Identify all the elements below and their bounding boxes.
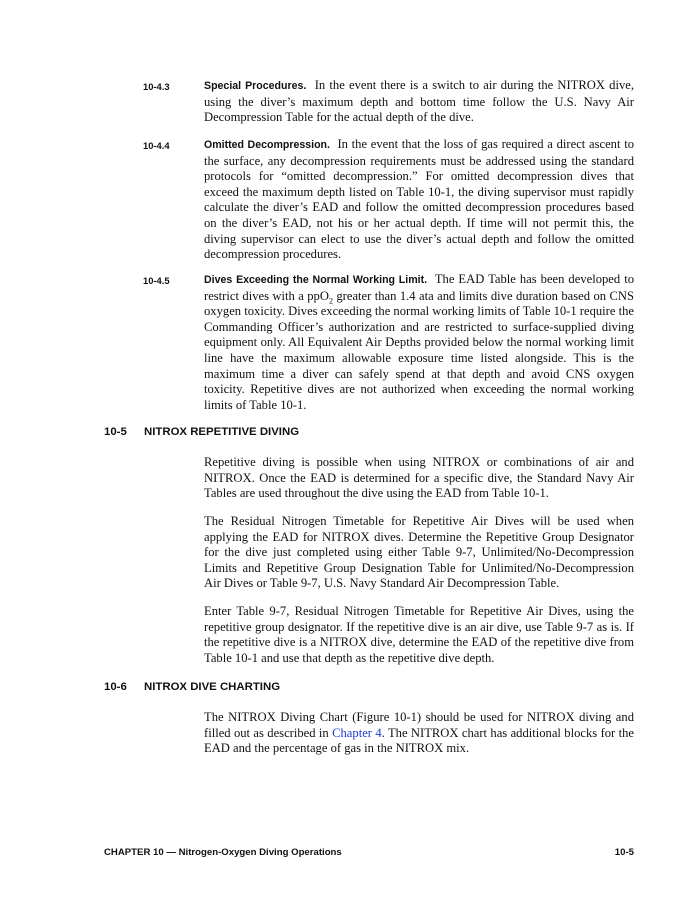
subscript: 2 [328,296,333,306]
paragraph-text-b: . The NITROX chart has additional blocks for the EAD and the percentage of gas in the NITROX mix. [204,725,635,756]
subsection-body [204,137,634,263]
section-heading-10-6 [104,681,280,693]
paragraph-text-a: The NITROX Diving Chart (Figure 10-1) should be used for NITROX diving and filled out as described in [204,710,634,740]
section-title: NITROX DIVE CHARTING [144,681,281,693]
subsection-text: In the event there is a switch to air during the NITROX dive, using the diver’s maximum depth and bottom time follow the U.S. Navy Air Decompression Table for the actual depth of the dive. [204,78,634,125]
subsection-body [204,272,634,413]
section-number: 10-6 [104,681,127,693]
paragraph [204,710,634,757]
subsection-10-4-4 [143,137,634,263]
footer-chapter: CHAPTER 10 — Nitrogen-Oxygen Diving Operations [104,847,342,858]
subsection-heading: Omitted Decompression. [204,139,330,151]
paragraph: Repetitive diving is possible when using NITROX or combinations of air and NITROX. Once the EAD is determined for a specific dive, the Standard Navy Air Tables are used throughout the dive using the EAD from Table 10-1. [204,455,634,501]
page-footer [104,847,634,858]
subsection-text: In the event that the loss of gas required a direct ascent to the surface, any decompression requirements must be addressed using the standard protocols for “omitted decompression.” For omitted decompression dives that exceed the maximum depth listed on Table 10-1, the diving supervisor must rapidly calculate the diver’s EAD and follow the omitted decompression procedures based on the diver’s EAD, not his or her actual depth. If time will not permit this, the diving supervisor can elect to use the diver’s actual depth and follow the omitted decompression procedures. [204,137,635,262]
paragraph: The Residual Nitrogen Timetable for Repetitive Air Dives will be used when applying the EAD for NITROX dives. Determine the Repetitive Group Designator for the dive just completed using either Table 9-7, Unlimited/No-Decompression Limits and Repetitive Group Designation Table for Unlimited/No-Decompression Air Dives or Table 9-7, U.S. Navy Standard Air Decompression Table. [204,514,634,591]
subsection-heading: Dives Exceeding the Normal Working Limit. [204,274,428,286]
subsection-text-b: greater than 1.4 ata and limits dive duration based on CNS oxygen toxicity. Dives exceeding the normal working limits of Table 10-1 require the Commanding Officer’s authorization and are restricted to surface-supplied diving equipment only. All Equivalent Air Depths provided below the normal working limit line have the maximum allowable exposure time listed alongside. This is the maximum time a diver can safely spend at that depth and avoid CNS oxygen toxicity. Repetitive dives are not authorized when exceeding the normal working limits of Table 10-1. [204,288,635,412]
subsection-number: 10-4.5 [143,275,170,286]
paragraph: Enter Table 9-7, Residual Nitrogen Timetable for Repetitive Air Dives, using the repetitive group designator. If the repetitive dive is an air dive, use Table 9-7 as is. If the repetitive dive is a NITROX dive, determine the EAD of the repetitive dive from Table 10-1 and use that depth as the repetitive dive depth. [204,604,634,665]
chapter-4-link[interactable]: Chapter 4 [332,725,382,740]
subsection-body [204,78,634,126]
subsection-heading: Special Procedures. [204,80,307,92]
subsection-10-4-3 [143,78,634,126]
section-number: 10-5 [104,426,127,438]
subsection-number: 10-4.3 [143,81,170,92]
section-title: NITROX REPETITIVE DIVING [144,426,300,438]
subsection-number: 10-4.4 [143,140,170,151]
subsection-10-4-5 [143,272,634,413]
section-heading-10-5 [104,426,299,438]
subsection-text-a: The EAD Table has been developed to restrict dives with a ppO [204,272,634,303]
footer-page-number: 10-5 [614,847,634,858]
